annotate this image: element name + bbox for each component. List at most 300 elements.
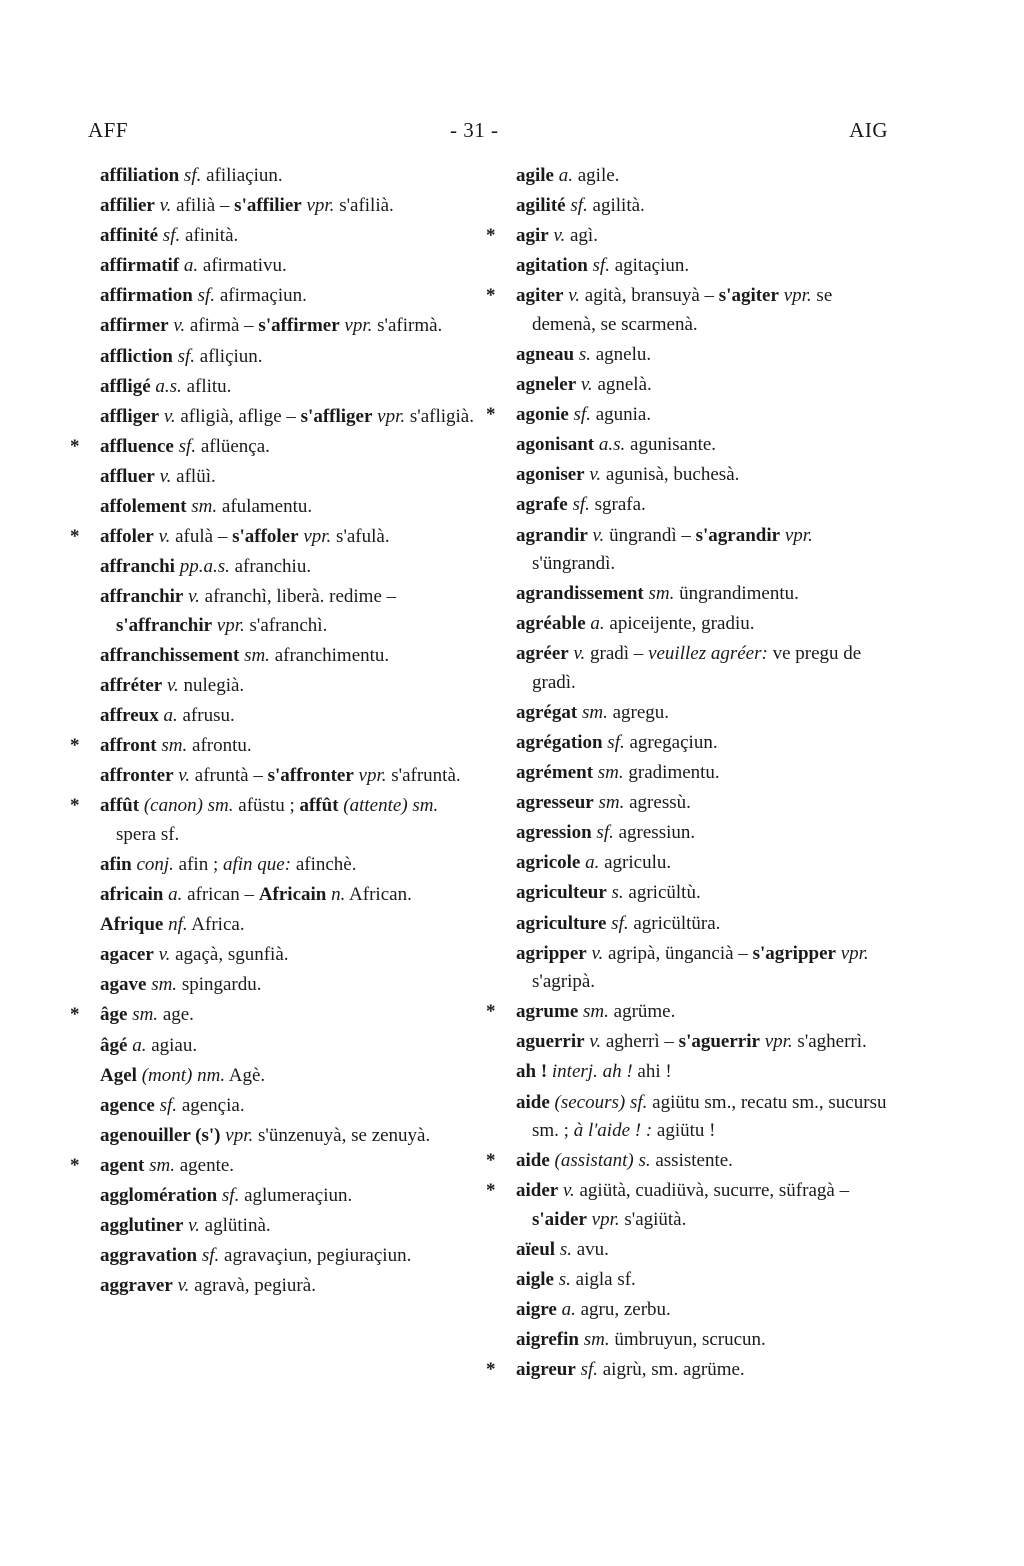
dictionary-entry [516, 910, 898, 939]
entry-grammar-label: v. [158, 526, 171, 548]
entry-definition: agressù. [624, 792, 691, 814]
entry-subentry-grammar-label: veuillez agréer: [648, 643, 768, 665]
header-right-guide-word: AIG [849, 118, 888, 142]
entry-headword: affût [100, 795, 140, 817]
dictionary-entry [100, 941, 478, 970]
entry-grammar-label: sf. [159, 1094, 178, 1116]
entry-subentry-headword: affût [299, 795, 339, 817]
entry-grammar-label: (canon) sm. [143, 795, 234, 817]
entry-definition: agunia. [590, 404, 652, 426]
entry-definition: afiliaçiun. [201, 165, 283, 186]
entry-definition: agrüme. [608, 1001, 676, 1023]
entry-headword: agneau [516, 343, 575, 365]
entry-marker-asterisk: * [70, 1154, 80, 1176]
entry-grammar-label: v. [568, 285, 581, 307]
entry-grammar-label: v. [591, 942, 604, 964]
dictionary-entry [516, 759, 898, 788]
entry-headword: agriculteur [516, 882, 607, 904]
entry-definition: ümbruyun, scrucun. [609, 1329, 766, 1351]
dictionary-entry [100, 1272, 478, 1301]
entry-grammar-label: sf. [162, 225, 181, 247]
entry-subentry-headword: s'aguerrir [678, 1031, 760, 1053]
dictionary-entry [516, 371, 898, 400]
entry-headword: agricole [516, 852, 581, 874]
entry-subentry-definition: se demenà, se scarmenà. [532, 285, 833, 335]
dictionary-entry [516, 252, 898, 281]
entry-headword: agression [516, 822, 592, 844]
entry-definition: agravaçiun, pegiuraçiun. [219, 1245, 412, 1267]
entry-grammar-label: s. [559, 1238, 572, 1260]
entry-grammar-label: conj. [136, 853, 174, 875]
entry-grammar-label: sm. [597, 762, 624, 784]
entry-headword: agacer [100, 944, 154, 966]
entry-definition: s'ünzenuyà, se zenuyà. [253, 1124, 431, 1146]
entry-headword: agitation [516, 255, 588, 277]
dictionary-entry [516, 849, 898, 878]
dictionary-entry [516, 1028, 898, 1057]
entry-subentry-grammar-label: vpr. [784, 524, 813, 546]
entry-headword: agrégation [516, 732, 603, 753]
entry-definition: afinità. [180, 225, 239, 247]
dictionary-entry [516, 192, 898, 221]
dictionary-entry [100, 642, 478, 671]
dictionary-entry [516, 1266, 898, 1295]
dictionary-entry [516, 940, 898, 997]
entry-headword: agréable [516, 613, 586, 635]
dictionary-entry [516, 341, 898, 370]
entry-definition: apiceijente, gradiu. [604, 613, 755, 635]
entry-marker-asterisk: * [486, 1150, 496, 1172]
dictionary-entry [516, 1236, 898, 1265]
entry-headword: agrume [516, 1001, 579, 1023]
entry-subentry-definition: s'agherrì. [792, 1031, 867, 1053]
entry-subentry-definition: agiütu ! [652, 1120, 716, 1142]
entry-subentry-grammar-label: vpr. [358, 765, 387, 787]
dictionary-entry [486, 1356, 898, 1385]
entry-definition: afin ; [173, 853, 223, 875]
entry-grammar-label: (secours) sf. [554, 1091, 648, 1113]
entry-headword: aggravation [100, 1245, 198, 1267]
entry-subentry-definition: s'afirmà. [372, 315, 443, 337]
entry-headword: affliger [100, 405, 160, 427]
entry-headword: agoniser [516, 464, 585, 486]
entry-headword: affliction [100, 345, 173, 367]
entry-definition: aflitu. [181, 375, 232, 397]
entry-definition: agunisà, buchesà. [601, 464, 740, 486]
entry-grammar-label: v. [178, 765, 191, 787]
entry-grammar-label: a. [585, 852, 600, 874]
entry-grammar-label: v. [177, 1275, 190, 1297]
dictionary-entry [100, 702, 478, 731]
entry-headword: agilité [516, 195, 566, 217]
entry-grammar-label: s. [578, 343, 591, 365]
entry-grammar-label: sf. [592, 255, 610, 277]
entry-grammar-label: sm. [149, 1154, 175, 1176]
dictionary-entry [70, 732, 478, 761]
entry-subentry-definition: s'afruntà. [386, 765, 461, 787]
entry-subentry-grammar-label: vpr. [216, 614, 245, 636]
entry-grammar-label: sm. [648, 583, 675, 605]
entry-grammar-label: v. [188, 586, 200, 608]
entry-subentry-headword: s'aider [532, 1208, 587, 1230]
entry-definition: afulà – [170, 526, 233, 548]
header-left-guide-word: AFF [88, 118, 129, 142]
dictionary-entry [516, 491, 898, 520]
entry-headword: affronter [100, 765, 174, 787]
entry-grammar-label: v. [173, 315, 186, 337]
entry-grammar-label: sf. [177, 345, 196, 367]
entry-subentry-grammar-label: vpr. [840, 942, 869, 964]
entry-definition: agricültù. [623, 882, 701, 904]
entry-grammar-label: s. [611, 882, 624, 904]
entry-definition: gradimentu. [623, 762, 720, 784]
dictionary-entry [100, 282, 478, 311]
dictionary-entry [516, 162, 898, 191]
entry-headword: agrandissement [516, 583, 644, 605]
entry-definition: afirmativu. [198, 255, 287, 277]
entry-grammar-label: sf. [183, 165, 202, 186]
entry-marker-asterisk: * [70, 435, 80, 457]
entry-headword: agresseur [516, 792, 594, 814]
entry-headword: Agel [100, 1064, 137, 1086]
dictionary-entry [100, 222, 478, 251]
entry-marker-asterisk: * [486, 1180, 496, 1202]
dictionary-entry [100, 762, 478, 791]
entry-headword: affinité [100, 225, 159, 247]
entry-headword: afin [100, 853, 132, 875]
entry-headword: affranchi [100, 556, 175, 578]
entry-definition: agiütu sm., recatu sm., sucursu sm. ; [532, 1091, 887, 1142]
entry-definition: agnelu. [590, 343, 652, 365]
entry-subentry-definition: s'afligià. [405, 405, 474, 427]
entry-headword: Afrique [100, 914, 164, 936]
entry-subentry-grammar-label: n. [331, 884, 346, 906]
entry-definition: agherrì – [601, 1031, 679, 1053]
dictionary-entry [100, 192, 478, 221]
dictionary-entry [516, 431, 898, 460]
entry-headword: agent [100, 1154, 145, 1176]
entry-definition: ahi ! [632, 1061, 672, 1083]
dictionary-entry [516, 1058, 898, 1087]
dictionary-entry [100, 1032, 478, 1061]
entry-headword: ah ! [516, 1061, 548, 1083]
dictionary-entry [100, 162, 478, 191]
page-header [88, 118, 888, 150]
entry-headword: aigreur [516, 1359, 576, 1381]
entry-definition: afrontu. [187, 735, 252, 757]
dictionary-entry [100, 252, 478, 281]
dictionary-entry [70, 1001, 478, 1030]
dictionary-entry [100, 1122, 478, 1151]
entry-definition: afranchì, liberà. redime – [199, 586, 397, 608]
entry-headword: affligé [100, 375, 151, 397]
dictionary-entry [486, 1177, 898, 1234]
dictionary-entry [100, 373, 478, 402]
entry-grammar-label: a. [132, 1034, 147, 1056]
dictionary-entry [516, 580, 898, 609]
entry-grammar-label: sf. [580, 1359, 598, 1381]
entry-marker-asterisk: * [70, 1004, 80, 1026]
entry-subentry-grammar-label: à l'aide ! : [573, 1120, 653, 1142]
entry-headword: affirmer [100, 315, 169, 337]
entry-grammar-label: a. [558, 165, 573, 186]
dictionary-entry [486, 282, 898, 339]
entry-definition: afulamentu. [217, 496, 313, 518]
entry-marker-asterisk: * [70, 526, 80, 548]
entry-headword: affluer [100, 465, 155, 487]
entry-marker-asterisk: * [486, 1001, 496, 1023]
entry-headword: agriculture [516, 912, 607, 934]
entry-definition: üngrandì – [604, 524, 696, 546]
entry-grammar-label: a.s. [155, 375, 182, 397]
entry-subentry-grammar-label: vpr. [764, 1031, 793, 1053]
dictionary-entry [100, 403, 478, 432]
dictionary-entry [70, 433, 478, 462]
entry-headword: agir [516, 225, 549, 247]
dictionary-entry [516, 1296, 898, 1325]
entry-grammar-label: sm. [132, 1004, 159, 1026]
dictionary-entry [486, 222, 898, 251]
entry-definition: afruntà – [190, 765, 268, 787]
entry-subentry-grammar-label: vpr. [306, 195, 335, 217]
entry-grammar-label: sf. [572, 494, 590, 516]
entry-headword: aigle [516, 1268, 554, 1290]
entry-headword: affirmatif [100, 255, 180, 277]
entry-grammar-label: interj. ah ! [551, 1061, 633, 1083]
dictionary-entry [516, 461, 898, 490]
entry-grammar-label: v. [592, 524, 605, 546]
entry-subentry-definition: s'agiütà. [619, 1208, 687, 1230]
entry-headword: aide [516, 1150, 550, 1172]
entry-subentry-definition: spera sf. [116, 823, 180, 845]
entry-subentry-grammar-label: vpr. [344, 315, 373, 337]
entry-definition: agente. [174, 1154, 235, 1176]
entry-headword: agrément [516, 762, 594, 784]
entry-headword: agneler [516, 374, 577, 396]
dictionary-entry [100, 312, 478, 341]
dictionary-entry [100, 583, 478, 640]
entry-definition: afrusu. [177, 705, 235, 727]
entry-grammar-label: sf. [573, 404, 591, 426]
dictionary-entry [100, 1182, 478, 1211]
entry-subentry-headword: s'affilier [234, 195, 302, 217]
entry-grammar-label: v. [188, 1215, 200, 1237]
dictionary-entry [486, 1147, 898, 1176]
entry-grammar-label: sm. [244, 644, 270, 666]
entry-subentry-grammar-label: vpr. [377, 405, 406, 427]
entry-grammar-label: v. [562, 1180, 575, 1202]
entry-headword: affreux [100, 705, 159, 727]
dictionary-entry [100, 851, 478, 880]
entry-grammar-label: sm. [191, 496, 218, 518]
entry-definition: agravà, pegiurà. [189, 1275, 316, 1297]
entry-grammar-label: a. [168, 884, 183, 906]
entry-headword: agonie [516, 404, 569, 426]
entry-definition: age. [158, 1004, 194, 1026]
entry-definition: agunisante. [625, 434, 717, 456]
dictionary-entry [516, 610, 898, 639]
entry-headword: agréer [516, 643, 569, 665]
entry-headword: agrégat [516, 701, 578, 723]
entry-grammar-label: a. [590, 613, 605, 635]
entry-definition: agricültüra. [628, 912, 721, 934]
entry-definition: üngrandimentu. [674, 583, 799, 605]
entry-definition: agilità. [587, 195, 645, 217]
entry-grammar-label: sm. [583, 1329, 610, 1351]
dictionary-entry [100, 493, 478, 522]
entry-definition: afirmà – [185, 315, 259, 337]
entry-grammar-label: v. [580, 374, 593, 396]
entry-marker-asterisk: * [70, 735, 80, 757]
entry-subentry-definition: s'üngrandì. [532, 553, 616, 575]
entry-grammar-label: sm. [151, 974, 178, 996]
dictionary-entry [100, 881, 478, 910]
dictionary-entry [516, 640, 898, 697]
entry-headword: aggraver [100, 1275, 173, 1297]
entry-definition: agriculu. [599, 852, 672, 874]
entry-subentry-headword: s'agiter [718, 285, 779, 307]
entry-definition: gradì – [585, 643, 649, 665]
entry-headword: affilier [100, 195, 155, 217]
entry-grammar-label: v. [159, 195, 172, 217]
entry-grammar-label: sf. [570, 195, 588, 217]
dictionary-entry [100, 971, 478, 1000]
entry-definition: aglütinà. [199, 1215, 271, 1237]
entry-subentry-headword: s'affoler [232, 526, 299, 548]
dictionary-entry [70, 792, 478, 849]
entry-headword: aïeul [516, 1238, 556, 1260]
entry-definition: agripà, üngancià – [603, 942, 753, 964]
entry-headword: affréter [100, 675, 163, 696]
entry-grammar-label: v. [553, 225, 566, 247]
entry-grammar-label: v. [166, 675, 179, 696]
entry-definition: aglumeraçiun. [239, 1185, 353, 1206]
entry-definition: agitaçiun. [609, 255, 690, 277]
entry-subentry-headword: s'affliger [300, 405, 373, 427]
entry-grammar-label: sf. [201, 1245, 220, 1267]
entry-definition: agaçà, sgunfià. [170, 944, 289, 966]
entry-subentry-definition: s'afulà. [331, 526, 390, 548]
entry-definition: nulegià. [178, 675, 245, 696]
entry-grammar-label: a. [561, 1299, 576, 1320]
entry-definition: agressiun. [613, 822, 696, 844]
dictionary-entry [70, 523, 478, 552]
entry-headword: agripper [516, 942, 587, 964]
entry-definition: afranchiu. [229, 556, 312, 578]
entry-headword: agenouiller (s') [100, 1124, 221, 1146]
entry-headword: âge [100, 1004, 128, 1026]
entry-subentry-headword: s'affirmer [258, 315, 340, 337]
entry-grammar-label: vpr. [225, 1124, 254, 1146]
entry-headword: agglomération [100, 1185, 218, 1206]
entry-subentry-definition: African. [345, 884, 412, 906]
left-column [70, 162, 478, 1302]
entry-headword: aguerrir [516, 1031, 585, 1053]
entry-headword: agile [516, 165, 554, 186]
entry-marker-asterisk: * [486, 1359, 496, 1381]
dictionary-entry [70, 1152, 478, 1181]
entry-grammar-label: sf. [611, 912, 629, 934]
entry-marker-asterisk: * [70, 795, 80, 817]
entry-subentry-definition: s'afilià. [334, 195, 394, 217]
entry-subentry-grammar-label: vpr. [783, 285, 812, 307]
entry-definition: assistente. [650, 1150, 733, 1172]
entry-subentry-definition: s'agripà. [532, 971, 596, 993]
entry-headword: agave [100, 974, 147, 996]
entry-headword: aide [516, 1091, 550, 1113]
entry-headword: agonisant [516, 434, 595, 456]
entry-subentry-headword: s'agripper [752, 942, 836, 964]
entry-definition: aigrù, sm. agrüme. [598, 1359, 745, 1381]
entry-grammar-label: a. [163, 705, 178, 727]
entry-grammar-label: a. [183, 255, 199, 277]
entry-grammar-label: sm. [583, 1001, 609, 1023]
dictionary-entry [100, 911, 478, 940]
entry-headword: aigrefin [516, 1329, 579, 1351]
entry-subentry-grammar-label: afin que: [222, 853, 292, 875]
entry-grammar-label: nf. [168, 914, 188, 936]
entry-grammar-label: v. [158, 944, 171, 966]
entry-headword: affranchir [100, 586, 184, 608]
entry-definition: agì. [565, 225, 598, 247]
entry-definition: aigla sf. [570, 1268, 636, 1290]
entry-definition: agiütà, cuadiüvà, sucurre, süfragà – [574, 1180, 850, 1202]
dictionary-entry [486, 998, 898, 1027]
entry-definition: agregaçiun. [624, 732, 718, 753]
entry-headword: affirmation [100, 285, 193, 307]
entry-definition: agençia. [177, 1094, 245, 1116]
dictionary-entry [516, 789, 898, 818]
entry-grammar-label: v. [163, 405, 176, 427]
entry-definition: afligià, aflige – [175, 405, 301, 427]
dictionary-entry [100, 1092, 478, 1121]
entry-definition: african – [182, 884, 259, 906]
entry-headword: aider [516, 1180, 559, 1202]
entry-definition: afilià – [171, 195, 235, 217]
dictionary-entry [516, 879, 898, 908]
entry-definition: afirmaçiun. [215, 285, 307, 307]
dictionary-entry [100, 672, 478, 701]
entry-headword: affolement [100, 496, 187, 518]
entry-headword: affiliation [100, 165, 180, 186]
entry-subentry-grammar-label: vpr. [591, 1208, 620, 1230]
entry-definition: agregu. [607, 701, 670, 723]
entry-definition: agità, bransuyà – [580, 285, 719, 307]
dictionary-entry [516, 819, 898, 848]
dictionary-entry [516, 1326, 898, 1355]
entry-subentry-headword: s'agrandir [695, 524, 781, 546]
dictionary-entry [100, 553, 478, 582]
entry-headword: agiter [516, 285, 564, 307]
entry-grammar-label: sf. [197, 285, 216, 307]
entry-definition: Agè. [225, 1064, 266, 1086]
entry-grammar-label: sf. [607, 732, 625, 753]
entry-subentry-headword: s'affranchir [116, 614, 213, 636]
entry-marker-asterisk: * [486, 225, 496, 247]
entry-headword: agence [100, 1094, 155, 1116]
entry-headword: agrandir [516, 524, 588, 546]
entry-headword: affront [100, 735, 157, 757]
entry-definition: spingardu. [177, 974, 262, 996]
entry-subentry-definition: afinchè. [291, 853, 357, 875]
dictionary-entry [516, 699, 898, 728]
entry-marker-asterisk: * [486, 404, 496, 426]
dictionary-entry [516, 522, 898, 579]
entry-grammar-label: sm. [581, 701, 608, 723]
entry-grammar-label: (mont) nm. [141, 1064, 226, 1086]
dictionary-entry [100, 343, 478, 372]
entry-grammar-label: a.s. [598, 434, 626, 456]
